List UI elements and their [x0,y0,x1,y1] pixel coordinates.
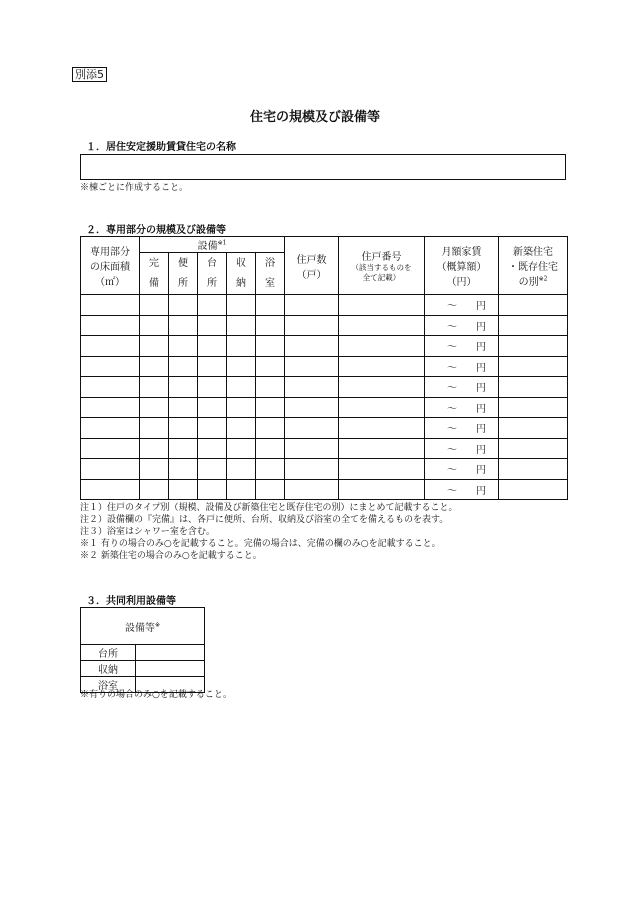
equip-toilet-cell[interactable] [169,336,198,357]
equip-bath-header: 浴 室 [256,253,285,295]
equip-storage-cell[interactable] [227,479,256,500]
yen-unit: 円 [476,342,487,354]
table-row [81,315,568,336]
floor-area-cell[interactable] [81,377,140,398]
equip-toilet-cell[interactable] [169,356,198,377]
shared-kitchen-cell[interactable] [136,645,205,661]
equip-kitchen-cell[interactable] [198,336,227,357]
equip-complete-cell[interactable] [140,315,169,336]
equip-kitchen-cell[interactable] [198,315,227,336]
monthly-rent-cell[interactable] [425,418,499,439]
yen-unit: 円 [476,383,487,395]
section3-note: ※有りの場合のみ○を記載すること。 [80,690,232,700]
unit-number-cell[interactable] [339,438,425,459]
equip-bath-cell[interactable] [256,356,285,377]
equip-kitchen-cell[interactable] [198,459,227,480]
monthly-rent-cell[interactable] [425,479,499,500]
equip-toilet-cell[interactable] [169,377,198,398]
monthly-rent-cell[interactable] [425,397,499,418]
units-cell[interactable] [285,377,339,398]
monthly-rent-cell[interactable] [425,295,499,316]
unit-number-cell[interactable] [339,356,425,377]
shared-storage-label: 収納 [81,661,136,677]
new-existing-cell[interactable] [499,479,568,500]
note-mark-2: ※２ 新築住宅の場合のみ○を記載すること。 [80,551,262,561]
new-existing-cell[interactable] [499,418,568,439]
note-2: 注２）設備欄の『完備』は、各戸に便所、台所、収納及び浴室の全てを備えるものを表す。 [80,515,449,525]
floor-area-header: 専用部分 の床面積 （㎡） [81,237,140,295]
units-cell[interactable] [285,295,339,316]
units-cell[interactable] [285,315,339,336]
note-1: 注１）住戸のタイプ別（規模、設備及び新築住宅と既存住宅の別）にまとめて記載すること。 [80,503,458,513]
tilde-mark: ～ [447,362,458,374]
equip-storage-cell[interactable] [227,356,256,377]
yen-unit: 円 [476,465,487,477]
equip-complete-cell[interactable] [140,356,169,377]
equip-toilet-cell[interactable] [169,438,198,459]
equip-complete-cell[interactable] [140,336,169,357]
new-existing-cell[interactable] [499,438,568,459]
table-row [81,295,568,316]
equip-complete-cell[interactable] [140,438,169,459]
floor-area-cell[interactable] [81,438,140,459]
section1-note: ※棟ごとに作成すること。 [80,183,189,193]
equip-toilet-cell[interactable] [169,459,198,480]
new-existing-cell[interactable] [499,356,568,377]
new-existing-cell[interactable] [499,295,568,316]
equip-kitchen-cell[interactable] [198,295,227,316]
section1-heading: １．居住安定援助賃貸住宅の名称 [86,142,236,153]
table-row [81,418,568,439]
unit-number-cell[interactable] [339,377,425,398]
equip-toilet-cell[interactable] [169,397,198,418]
shared-kitchen-label: 台所 [81,645,136,661]
tilde-mark: ～ [447,321,458,333]
housing-name-field[interactable] [80,154,566,180]
page-title: 住宅の規模及び設備等 [249,110,380,125]
unit-number-header: 住戸番号 （該当するものを 全て記載） [339,237,425,295]
yen-unit: 円 [476,424,487,436]
equip-kitchen-cell[interactable] [198,397,227,418]
unit-number-cell[interactable] [339,336,425,357]
monthly-rent-cell[interactable] [425,356,499,377]
floor-area-cell[interactable] [81,459,140,480]
units-cell[interactable] [285,418,339,439]
unit-number-cell[interactable] [339,397,425,418]
floor-area-cell[interactable] [81,397,140,418]
equip-kitchen-cell[interactable] [198,356,227,377]
shared-bath-label: 浴室 [81,677,136,693]
floor-area-cell[interactable] [81,356,140,377]
units-header: 住戸数 （戸） [285,237,339,295]
yen-unit: 円 [476,362,487,374]
equip-kitchen-header: 台 所 [198,253,227,295]
equip-complete-cell[interactable] [140,397,169,418]
tilde-mark: ～ [447,301,458,313]
yen-unit: 円 [476,485,487,497]
note-mark-1: ※１ 有りの場合のみ○を記載すること。完備の場合は、完備の欄のみ○を記載すること。 [80,539,441,549]
floor-area-cell[interactable] [81,295,140,316]
units-cell[interactable] [285,438,339,459]
unit-number-cell[interactable] [339,295,425,316]
equip-bath-cell[interactable] [256,397,285,418]
new-existing-cell[interactable] [499,377,568,398]
equip-storage-header: 収 納 [227,253,256,295]
new-existing-cell[interactable] [499,336,568,357]
equip-complete-header: 完 備 [140,253,169,295]
equip-bath-cell[interactable] [256,377,285,398]
attachment-tag: 別添5 [72,67,107,82]
equip-storage-cell[interactable] [227,336,256,357]
equip-storage-cell[interactable] [227,315,256,336]
equip-storage-cell[interactable] [227,418,256,439]
tilde-mark: ～ [447,444,458,456]
equip-toilet-cell[interactable] [169,479,198,500]
equip-toilet-cell[interactable] [169,418,198,439]
equip-toilet-cell[interactable] [169,295,198,316]
equip-toilet-cell[interactable] [169,315,198,336]
unit-number-cell[interactable] [339,315,425,336]
floor-area-cell[interactable] [81,418,140,439]
unit-number-cell[interactable] [339,479,425,500]
equip-bath-cell[interactable] [256,315,285,336]
equip-bath-cell[interactable] [256,336,285,357]
monthly-rent-cell[interactable] [425,438,499,459]
table-row [81,397,568,418]
yen-unit: 円 [476,321,487,333]
table-row [81,356,568,377]
floor-area-cell[interactable] [81,479,140,500]
equip-kitchen-cell[interactable] [198,438,227,459]
monthly-rent-cell[interactable] [425,377,499,398]
equip-storage-cell[interactable] [227,377,256,398]
yen-unit: 円 [476,403,487,415]
unit-number-cell[interactable] [339,418,425,439]
equip-bath-cell[interactable] [256,479,285,500]
tilde-mark: ～ [447,403,458,415]
table-row [81,336,568,357]
equip-bath-cell[interactable] [256,438,285,459]
units-cell[interactable] [285,479,339,500]
equip-storage-cell[interactable] [227,438,256,459]
equip-storage-cell[interactable] [227,397,256,418]
units-cell[interactable] [285,397,339,418]
section2-notes [80,502,620,562]
units-cell[interactable] [285,459,339,480]
tilde-mark: ～ [447,342,458,354]
tilde-mark: ～ [447,465,458,477]
floor-area-cell[interactable] [81,315,140,336]
units-cell[interactable] [285,336,339,357]
equip-complete-cell[interactable] [140,377,169,398]
shared-storage-cell[interactable] [136,661,205,677]
note-3: 注３）浴室はシャワー室を含む。 [80,527,215,537]
unit-number-cell[interactable] [339,459,425,480]
equip-bath-cell[interactable] [256,295,285,316]
private-area-table [80,236,568,500]
equip-storage-cell[interactable] [227,295,256,316]
equip-complete-cell[interactable] [140,295,169,316]
yen-unit: 円 [476,301,487,313]
equipment-header: 設備$^{※1}$ [140,237,285,253]
monthly-rent-cell[interactable] [425,315,499,336]
new-existing-header: 新築住宅 ・既存住宅 の別$^{※2}$ [499,237,568,295]
table-row [81,479,568,500]
new-existing-cell[interactable] [499,397,568,418]
equip-kitchen-cell[interactable] [198,377,227,398]
equip-kitchen-cell[interactable] [198,479,227,500]
new-existing-cell[interactable] [499,459,568,480]
equip-kitchen-cell[interactable] [198,418,227,439]
tilde-mark: ～ [447,424,458,436]
monthly-rent-header: 月額家賃 （概算額） （円） [425,237,499,295]
table-row [81,438,568,459]
equip-storage-cell[interactable] [227,459,256,480]
shared-equipment-table [80,607,205,693]
table-row [81,377,568,398]
equip-bath-cell[interactable] [256,459,285,480]
monthly-rent-cell[interactable] [425,336,499,357]
equip-complete-cell[interactable] [140,418,169,439]
section2-heading: ２．専用部分の規模及び設備等 [86,225,226,236]
units-cell[interactable] [285,356,339,377]
tilde-mark: ～ [447,485,458,497]
new-existing-cell[interactable] [499,315,568,336]
equip-toilet-header: 便 所 [169,253,198,295]
yen-unit: 円 [476,444,487,456]
equip-bath-cell[interactable] [256,418,285,439]
shared-equipment-header: 設備等※ [81,608,205,645]
table-row [81,459,568,480]
monthly-rent-cell[interactable] [425,459,499,480]
floor-area-cell[interactable] [81,336,140,357]
equip-complete-cell[interactable] [140,479,169,500]
tilde-mark: ～ [447,383,458,395]
equip-complete-cell[interactable] [140,459,169,480]
section3-heading: ３．共同利用設備等 [86,596,176,607]
